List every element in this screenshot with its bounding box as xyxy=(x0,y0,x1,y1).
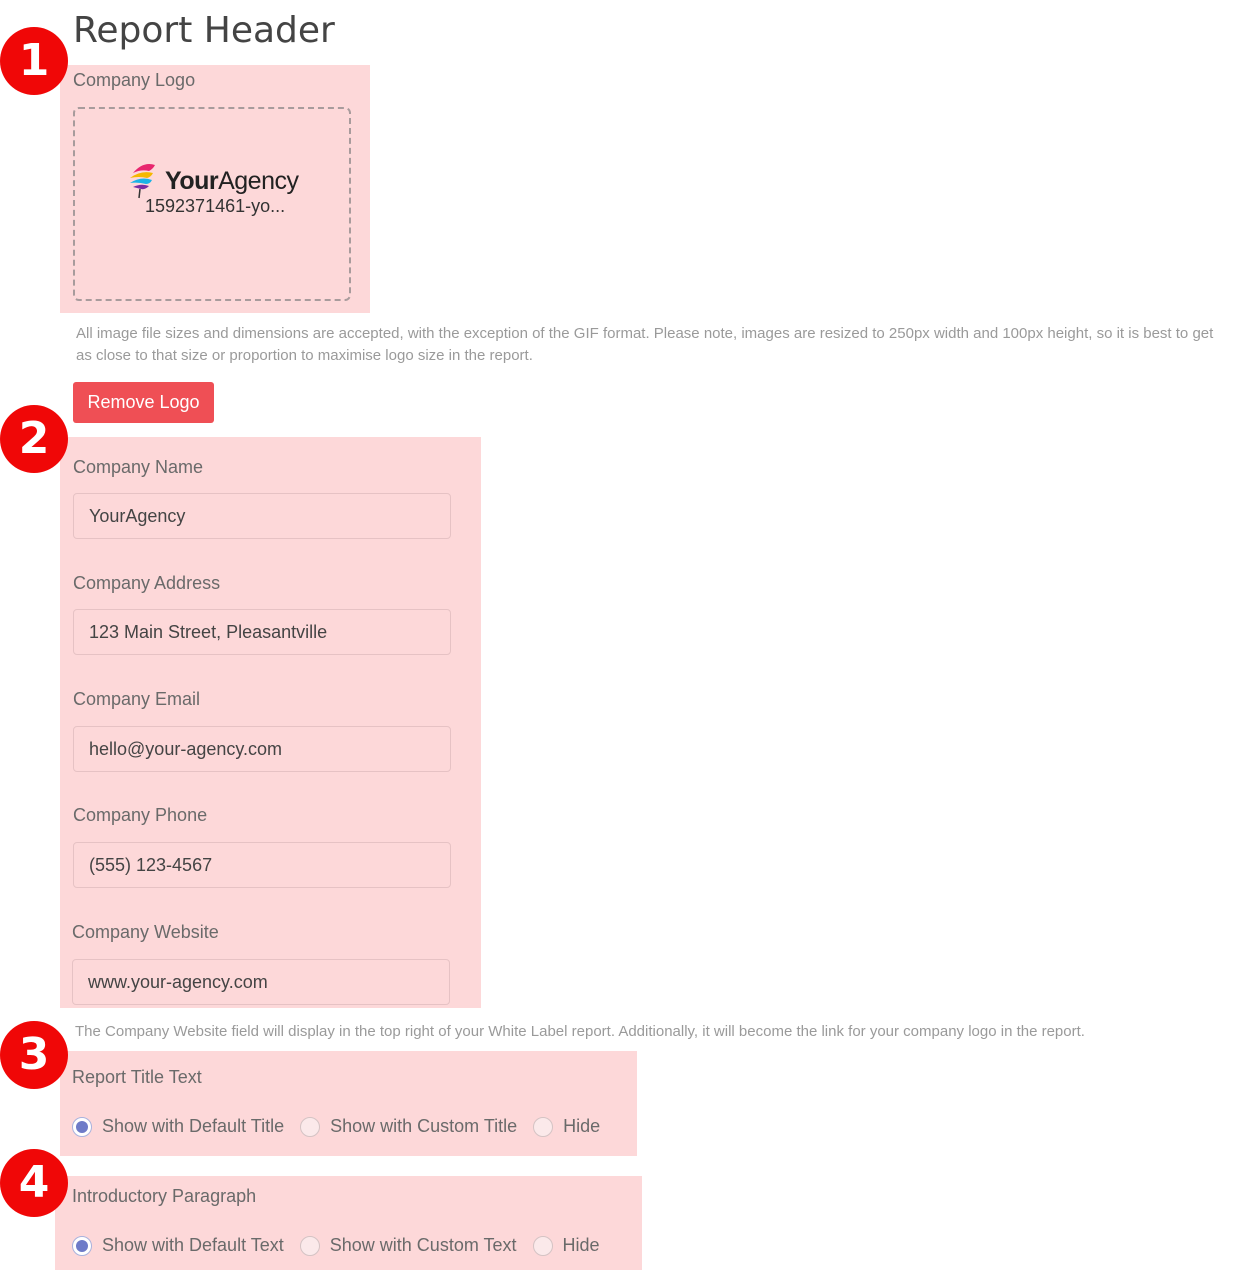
company-logo-label: Company Logo xyxy=(73,70,196,90)
step-badge-1: 1 xyxy=(0,27,68,95)
radio-default-title[interactable]: Show with Default Title xyxy=(72,1116,284,1137)
radio-hide-text[interactable]: Hide xyxy=(533,1235,600,1256)
logo-filename: 1592371461-yo... xyxy=(145,196,286,216)
website-help-text: The Company Website field will display in the top right of your White Label report. Additionally, it will become the link for your company logo in the report. xyxy=(75,1023,1085,1040)
company-name-label: Company Name xyxy=(73,457,204,477)
radio-hide-title[interactable]: Hide xyxy=(533,1116,600,1137)
company-phone-label: Company Phone xyxy=(73,805,208,825)
radio-custom-text-control[interactable] xyxy=(300,1236,320,1256)
logo-help-text: All image file sizes and dimensions are accepted, with the exception of the GIF format. Please note, images are resized to 250px width and 100px height, so it is best to get as close to that size or proportion to maximise logo size in the report. xyxy=(76,325,1214,364)
intro-paragraph-label: Introductory Paragraph xyxy=(72,1186,257,1206)
report-title-label: Report Title Text xyxy=(72,1067,202,1087)
company-name-input[interactable]: YourAgency xyxy=(73,493,451,539)
radio-default-text[interactable]: Show with Default Text xyxy=(72,1235,284,1256)
intro-paragraph-options xyxy=(72,1235,616,1256)
brand-logo-icon xyxy=(127,159,159,199)
radio-default-text-control[interactable] xyxy=(72,1236,92,1256)
company-website-input[interactable]: www.your-agency.com xyxy=(72,959,450,1005)
step-badge-3: 3 xyxy=(0,1021,68,1089)
radio-custom-text[interactable]: Show with Custom Text xyxy=(300,1235,517,1256)
company-email-input[interactable]: hello@your-agency.com xyxy=(73,726,451,772)
radio-hide-title-control[interactable] xyxy=(533,1117,553,1137)
radio-hide-text-control[interactable] xyxy=(533,1236,553,1256)
company-phone-input[interactable]: (555) 123-4567 xyxy=(73,842,451,888)
company-address-input[interactable]: 123 Main Street, Pleasantville xyxy=(73,609,451,655)
page-title: Report Header xyxy=(73,10,335,51)
company-website-label: Company Website xyxy=(72,922,219,942)
radio-custom-title[interactable]: Show with Custom Title xyxy=(300,1116,517,1137)
remove-logo-button[interactable]: Remove Logo xyxy=(73,382,214,423)
radio-custom-title-control[interactable] xyxy=(300,1117,320,1137)
brand-logo-text: YourAgency xyxy=(165,167,299,195)
logo-dropzone[interactable] xyxy=(73,107,351,301)
company-email-label: Company Email xyxy=(73,689,201,709)
report-title-options xyxy=(72,1116,616,1137)
company-address-label: Company Address xyxy=(73,573,221,593)
step-badge-2: 2 xyxy=(0,405,68,473)
step-badge-4: 4 xyxy=(0,1149,68,1217)
radio-default-title-control[interactable] xyxy=(72,1117,92,1137)
